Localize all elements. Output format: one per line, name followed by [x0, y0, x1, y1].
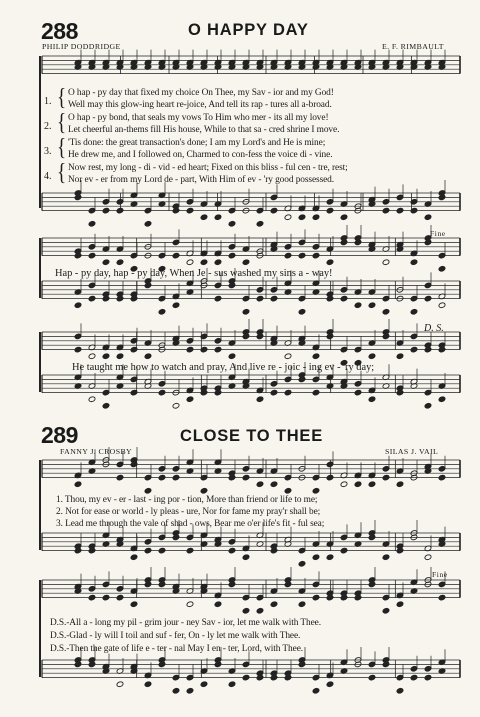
hymn-title: CLOSE TO THEE	[180, 427, 324, 445]
verse-line: O hap - py bond, that seals my vows To Him who mer - its all my love!	[68, 113, 329, 123]
refrain-line: He taught me how to watch and pray, And live re - joic - ing ev - 'ry day;	[72, 362, 375, 373]
verse-number: 1.	[44, 96, 52, 107]
verse-brace: {	[57, 85, 67, 112]
verse-brace: {	[57, 160, 67, 187]
verse-line: Well may this glow-ing heart re-joice, And tell its rap - tures all a-broad.	[68, 100, 332, 110]
fine-marking: Fine	[432, 570, 448, 579]
verse-brace: {	[57, 110, 67, 137]
verse-line: 3. Lead me through the vale of shad - ows, Bear me o'er life's fit - ful sea;	[56, 519, 325, 529]
verse-brace: {	[57, 135, 67, 162]
words-credit: FANNY J. CROSBY	[60, 447, 133, 456]
hymn-number: 289	[41, 422, 78, 448]
verse-line: 2. Not for ease or world - ly pleas - ure, Nor for fame my pray'r shall be;	[56, 507, 321, 517]
words-credit: PHILIP DODDRIDGE	[42, 42, 121, 51]
music-credit: E. F. RIMBAULT	[382, 42, 444, 51]
ds-line: D.S.-All a - long my pil - grim jour - ney Sav - ior, let me walk with Thee.	[50, 618, 321, 628]
music-credit: SILAS J. VAIL	[385, 447, 439, 456]
refrain-line: Hap - py day, hap - py day, When Je - sus washed my sins a - way!	[55, 268, 333, 279]
verse-line: 'Tis done: the great transaction's done; I am my Lord's and He is mine;	[68, 138, 326, 148]
verse-number: 3.	[44, 146, 52, 157]
ds-line: D.S.-Then the gate of life e - ter - nal May I en - ter, Lord, with Thee.	[50, 644, 303, 654]
verse-line: Nor ev - er from my Lord de - part, With Him of ev - 'ry good possessed.	[68, 175, 335, 185]
verse-line: Now rest, my long - di - vid - ed heart; Fixed on this bliss - ful cen - tre, rest;	[68, 163, 348, 173]
verse-number: 2.	[44, 121, 52, 132]
fine-marking: Fine	[430, 229, 446, 238]
verse-line: Let cheerful an-thems fill His house, While to that sa - cred shrine I move.	[68, 125, 340, 135]
verse-number: 4.	[44, 171, 52, 182]
ds-line: D.S.-Glad - ly will I toil and suf - fer, On - ly let me walk with Thee.	[50, 631, 301, 641]
verse-line: 1. Thou, my ev - er - last - ing por - tion, More than friend or life to me;	[56, 495, 318, 505]
verse-line: He drew me, and I followed on, Charmed to con-fess the voice di - vine.	[68, 150, 333, 160]
hymn-number: 288	[41, 18, 78, 44]
hymn-title: O HAPPY DAY	[188, 21, 309, 39]
verse-line: O hap - py day that fixed my choice On Thee, my Sav - ior and my God!	[68, 88, 334, 98]
ds-marking: D. S.	[424, 323, 444, 334]
